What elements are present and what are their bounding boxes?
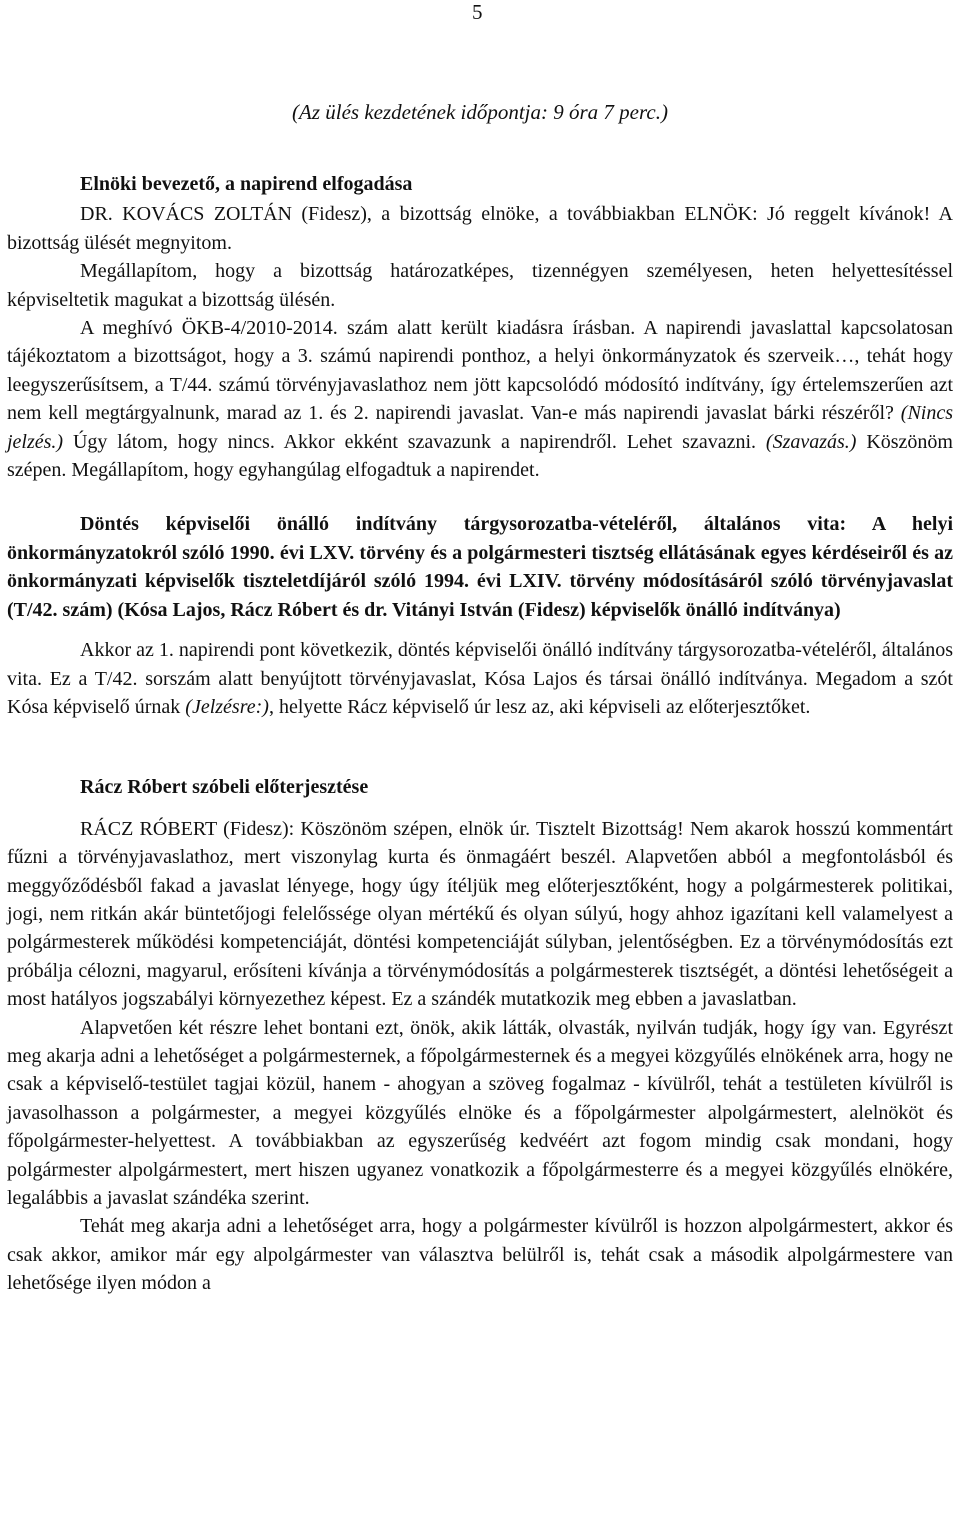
intro-text-2: , helyette Rácz képviselő úr lesz az, aki képviseli az előterjesztőket.	[268, 695, 811, 718]
paragraph-quorum: Megállapítom, hogy a bizottság határozatképes, tizennégyen személyesen, heten helyettesítéssel képviseltetik magukat a bizottság ülésén.	[7, 260, 953, 311]
paragraph-racz-1: RÁCZ RÓBERT (Fidesz): Köszönöm szépen, elnök úr. Tisztelt Bizottság! Nem akarok hosszú kommentárt fűzni a törvényjavaslathoz, mert viszonylag kurta és önmagáért beszél. Alapvetően abból a megfontolásból és meggyőződésből fakad a javaslat lényege, hogy úgy ítéljük meg előterjesztőként, hogy a polgármesterek politikai, jogi, nem ritkán akár büntetőjogi felelőssége olyan mértékű és olyan súlyú, hogy ahhoz igazítani kell valamelyest a polgármesterek működési kompetenciáját, döntési kompetenciáját súlyban, jelentőségben. Ez a törvénymódosítás ezt próbálja célozni, magyarul, erősíteni kívánja a törvénymódosítás a polgármesterek tisztségét, a döntési lehetőségeit a most hatályos jogszabályi környezethez képest. Ez a szándék mutatkozik meg ebben a javaslatban.	[7, 817, 953, 1011]
session-start-note: (Az ülés kezdetének időpontja: 9 óra 7 perc.)	[292, 100, 668, 124]
agenda-item-title: Döntés képviselői önálló indítvány tárgysorozatba-vételéről, általános vita: A helyi önkormányzatokról szóló 1990. évi LXV. törvény és a polgármesteri tisztség ellátásának egyes kérdéseiről és az önkormányzati képviselők tiszteletdíjáról szóló 1994. évi LXIV. törvény módosításáról szóló törvényjavaslat (T/42. szám) (Kósa Lajos, Rácz Róbert és dr. Vitányi István (Fidesz) képviselők önálló indítványa)	[7, 513, 953, 621]
paragraph-agenda-item-intro	[7, 636, 953, 721]
agenda-text-3: Köszönöm szépen. Megállapítom, hogy egyhangúlag elfogadtuk a napirendet.	[7, 430, 953, 482]
paragraph-racz-2: Alapvetően két részre lehet bontani ezt, önök, akik látták, olvasták, nyilván tudják, hogy így van. Egyrészt meg akarja adni a lehetőséget a polgármesternek, a főpolgármesternek és a megyei közgyűlés elnökének arra, hogy ne csak a képviselő-testület tagjai közül, hanem - ahogyan a szöveg fogalmaz - kívülről, tehát a testületen kívülről is javasolhasson a polgármester, a megyei közgyűlés elnöke és a főpolgármester alpolgármestert, alelnököt és főpolgármester-helyettest. A továbbiakban az egyszerűség kedvéért azt fogom mindig csak mondani, hogy polgármester alpolgármestert, mert hiszen ugyanez vonatkozik a főpolgármesterre és a megyei közgyűlés elnökére, legalábbis a javaslat szándéka szerint.	[7, 1016, 953, 1209]
stage-note-signal: (Jelzésre:)	[185, 695, 269, 718]
section-heading-opening: Elnöki bevezető, a napirend elfogadása	[80, 173, 413, 195]
document-body	[7, 170, 953, 1298]
agenda-text-2: Úgy látom, hogy nincs. Akkor ekként szavazunk a napirendről. Lehet szavazni.	[63, 430, 766, 453]
stage-note-no-signal: (Nincs jelzés.)	[7, 402, 953, 453]
paragraph-agenda	[7, 314, 953, 484]
intro-text-1: Akkor az 1. napirendi pont következik, döntés képviselői önálló indítvány tárgysorozatba-vételéről, általános vita. Ez a T/42. sorszám alatt benyújtott törvényjavaslat, Kósa Lajos és társai önálló indítványa. Megadom a szót Kósa képviselő úrnak	[7, 639, 953, 718]
paragraph-racz-3: Tehát meg akarja adni a lehetőséget arra, hogy a polgármester kívülről is hozzon alpolgármestert, akkor és csak akkor, amikor már egy alpolgármester van választva belülről is, tehát csak a második alpolgármestere van lehetősége ilyen módon a	[7, 1215, 953, 1295]
page-number: 5	[472, 0, 483, 24]
stage-note-vote: (Szavazás.)	[765, 430, 857, 453]
section-heading-presentation: Rácz Róbert szóbeli előterjesztése	[80, 776, 369, 799]
paragraph-chair-opening: DR. KOVÁCS ZOLTÁN (Fidesz), a bizottság elnöke, a továbbiakban ELNÖK: Jó reggelt kívánok! A bizottság ülését megnyitom.	[7, 203, 953, 254]
agenda-text-1: A meghívó ÖKB-4/2010-2014. szám alatt került kiadásra írásban. A napirendi javaslattal kapcsolatosan tájékoztatom a bizottságot, hogy a 3. számú napirendi ponthoz, a helyi önkormányzatok és szerveik…, tehát hogy leegyszerűsítsem, a T/44. számú törvényjavaslathoz nem jött kapcsolódó módosító indítvány, így értelemszerűen azt nem kell megtárgyalnunk, marad az 1. és 2. napirendi javaslat. Van-e más napirendi javaslat bárki részéről?	[7, 317, 953, 425]
